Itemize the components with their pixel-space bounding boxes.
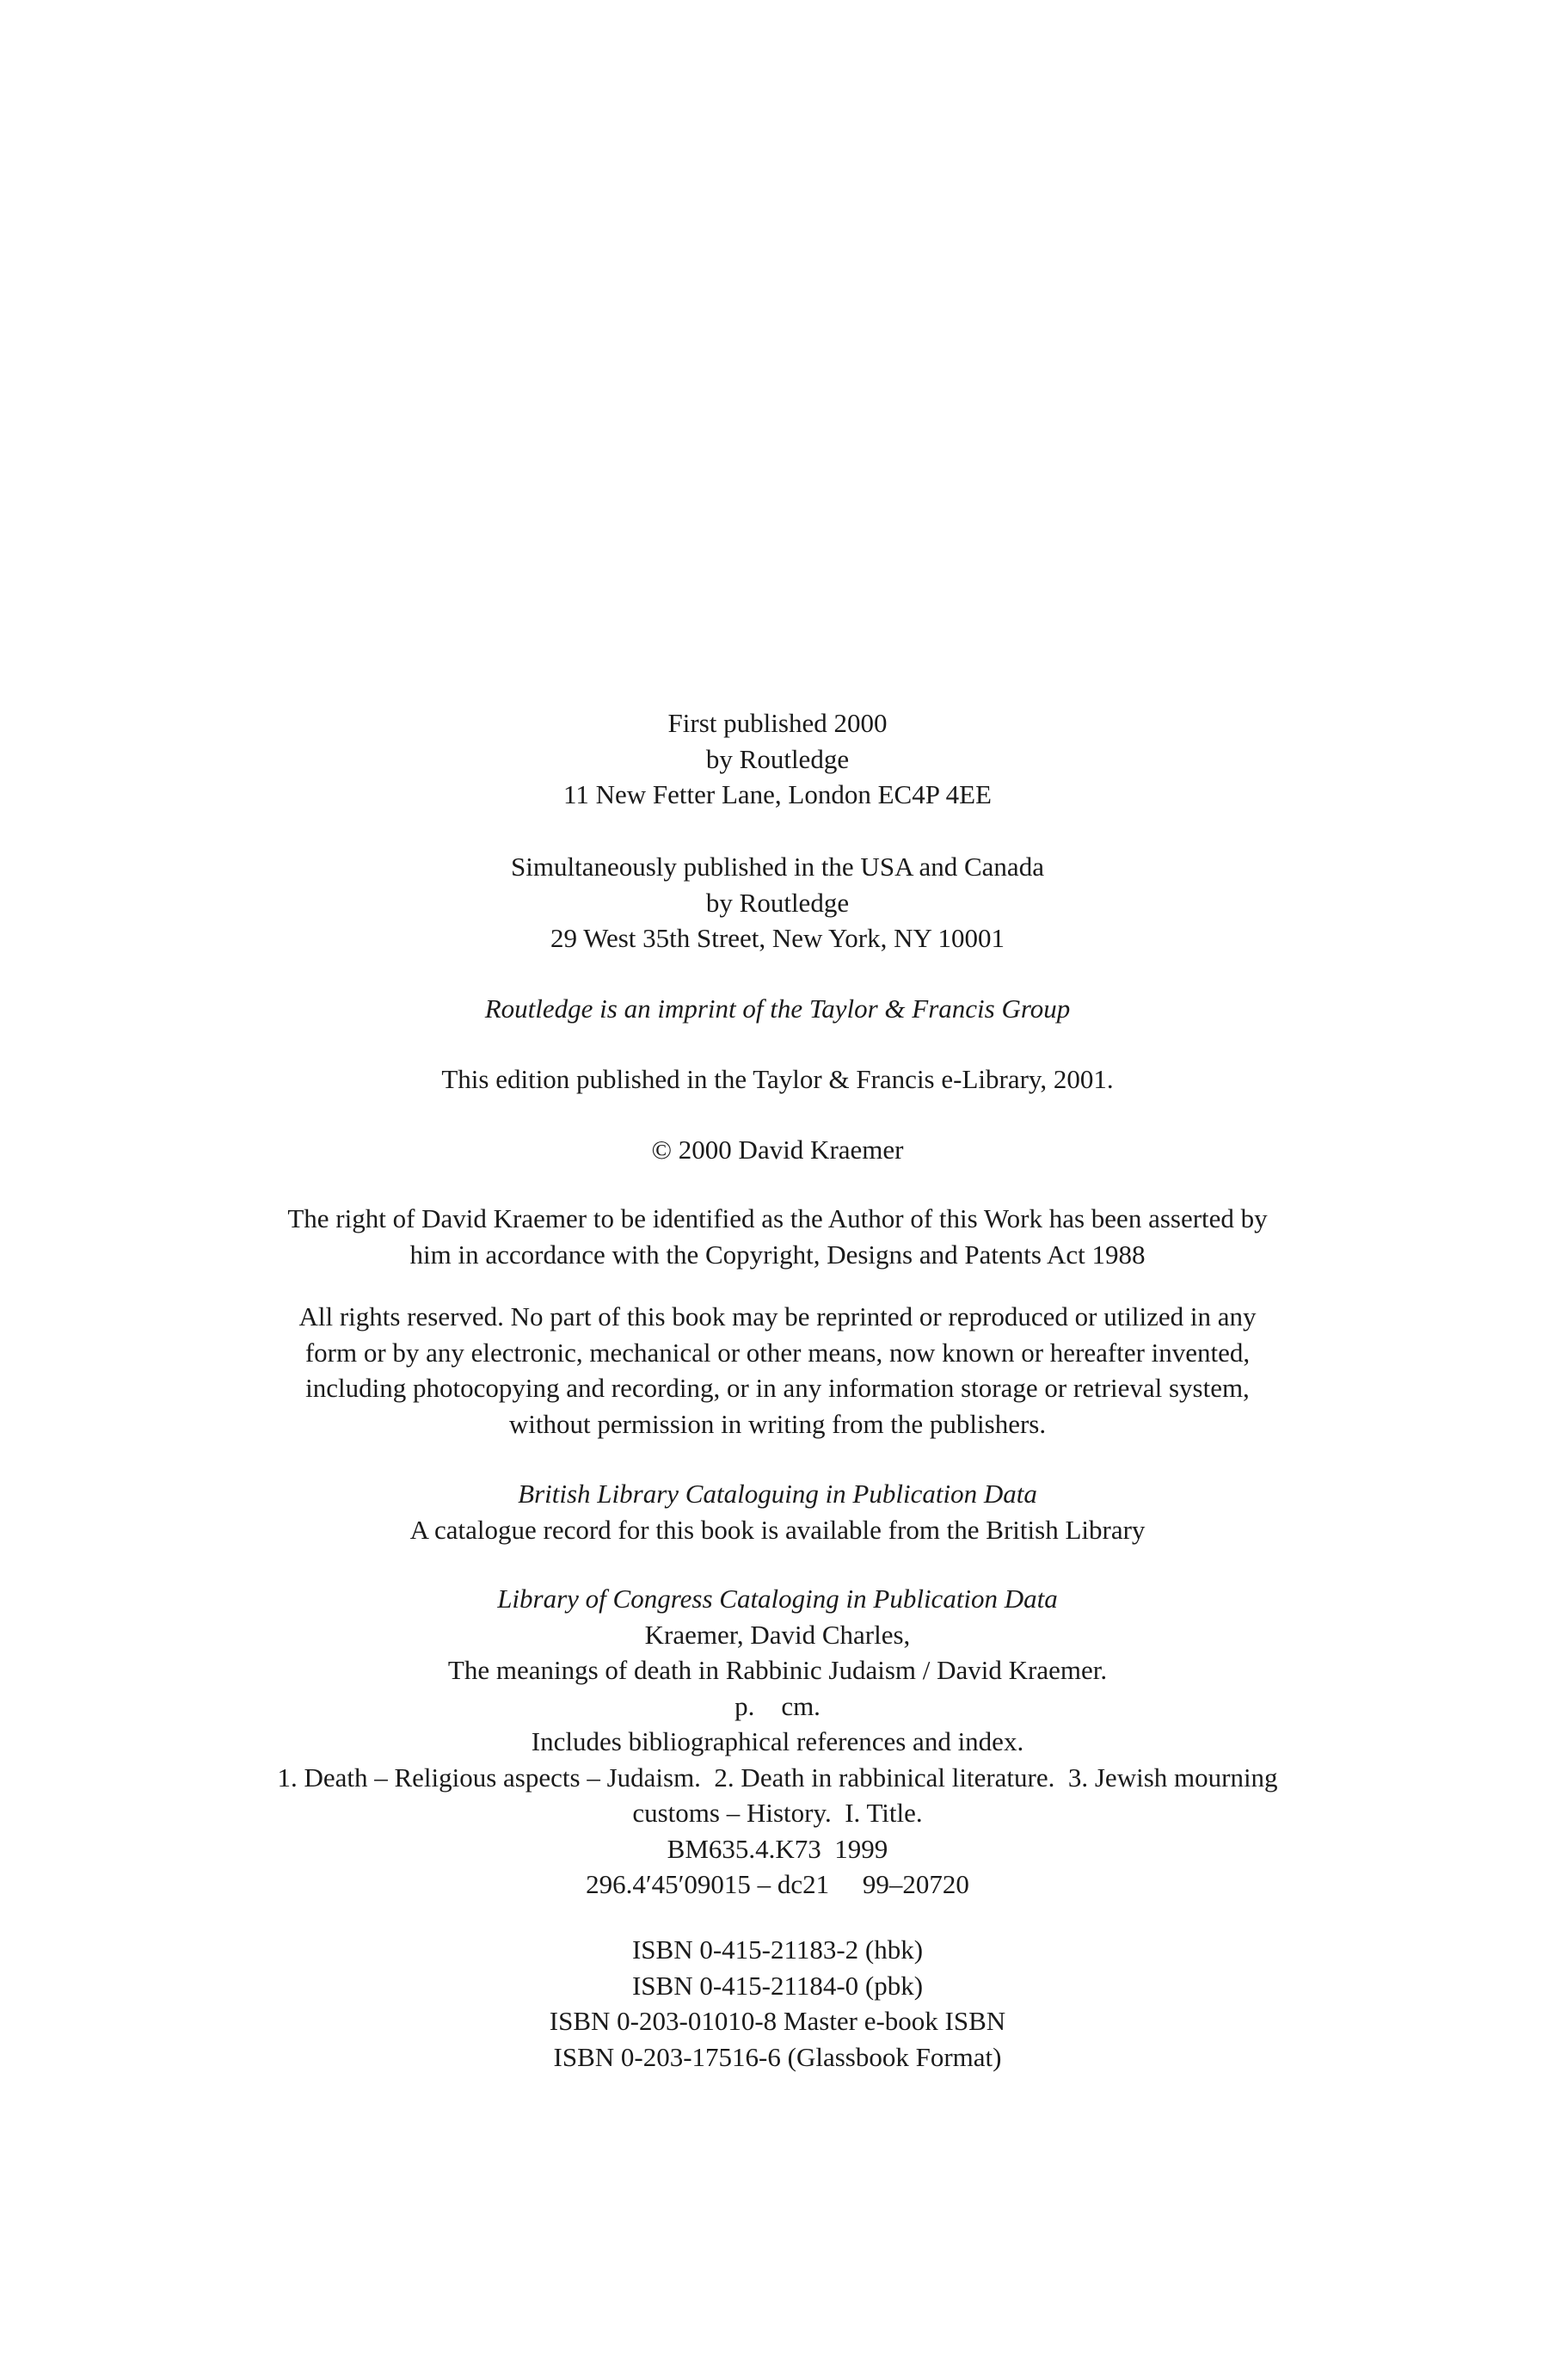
british-library-block: [0, 1476, 1555, 1547]
loc-includes: Includes bibliographical references and index.: [531, 1726, 1024, 1756]
usa-publication-block: [0, 849, 1555, 956]
copyright-block: [0, 1132, 1555, 1168]
publisher-address-line: 11 New Fetter Lane, London EC4P 4EE: [563, 779, 992, 809]
rights-reserved-line-2: form or by any electronic, mechanical or other means, now known or hereafter invented,: [304, 1337, 1251, 1368]
isbn-pbk: ISBN 0-415-21184-0 (pbk): [631, 1970, 924, 2001]
library-of-congress-block: [0, 1581, 1555, 1903]
usa-published-line: Simultaneously published in the USA and Canada: [511, 852, 1044, 882]
loc-subjects-line-2: customs – History. I. Title.: [632, 1798, 923, 1828]
first-published-line: First published 2000: [667, 708, 888, 738]
isbn-master-ebook: ISBN 0-203-01010-8 Master e-book ISBN: [549, 2006, 1006, 2036]
moral-rights-line-2: him in accordance with the Copyright, Designs and Patents Act 1988: [409, 1239, 1146, 1270]
first-publication-block: [0, 705, 1555, 813]
copyright-notice: © 2000 David Kraemer: [651, 1135, 904, 1165]
british-library-text: A catalogue record for this book is available from the British Library: [409, 1514, 1146, 1545]
imprint-note: Routledge is an imprint of the Taylor & Francis Group: [484, 993, 1071, 1024]
usa-address-line: 29 West 35th Street, New York, NY 10001: [550, 923, 1005, 953]
british-library-heading: British Library Cataloguing in Publication Data: [518, 1479, 1037, 1509]
edition-note-block: [0, 1061, 1555, 1098]
loc-heading: Library of Congress Cataloging in Publication Data: [497, 1584, 1058, 1614]
edition-note: This edition published in the Taylor & Francis e-Library, 2001.: [441, 1064, 1114, 1094]
imprint-note-block: [0, 991, 1555, 1027]
isbn-hbk: ISBN 0-415-21183-2 (hbk): [631, 1934, 924, 1965]
moral-rights-line-1: The right of David Kraemer to be identified as the Author of this Work has been asserted by: [287, 1203, 1268, 1233]
loc-subjects-line-1: 1. Death – Religious aspects – Judaism. 2. Death in rabbinical literature. 3. Jewish mourning: [277, 1762, 1278, 1793]
loc-call-number: BM635.4.K73 1999: [667, 1833, 888, 1864]
rights-reserved-block: [0, 1299, 1555, 1442]
moral-rights-block: [0, 1201, 1555, 1272]
rights-reserved-line-1: All rights reserved. No part of this book may be reprinted or reproduced or utilized in any: [298, 1301, 1257, 1331]
loc-author: Kraemer, David Charles,: [644, 1619, 911, 1650]
publisher-line: by Routledge: [705, 743, 850, 774]
rights-reserved-line-4: without permission in writing from the publishers.: [508, 1408, 1047, 1439]
loc-pages: p. cm.: [734, 1690, 821, 1721]
isbn-block: [0, 1932, 1555, 2075]
loc-title: The meanings of death in Rabbinic Judaism / David Kraemer.: [447, 1655, 1108, 1685]
isbn-glassbook: ISBN 0-203-17516-6 (Glassbook Format): [553, 2041, 1002, 2072]
loc-dewey: 296.4′45′09015 – dc21 99–20720: [586, 1869, 969, 1899]
rights-reserved-line-3: including photocopying and recording, or in any information storage or retrieval system,: [305, 1373, 1250, 1403]
usa-publisher-line: by Routledge: [705, 887, 850, 918]
